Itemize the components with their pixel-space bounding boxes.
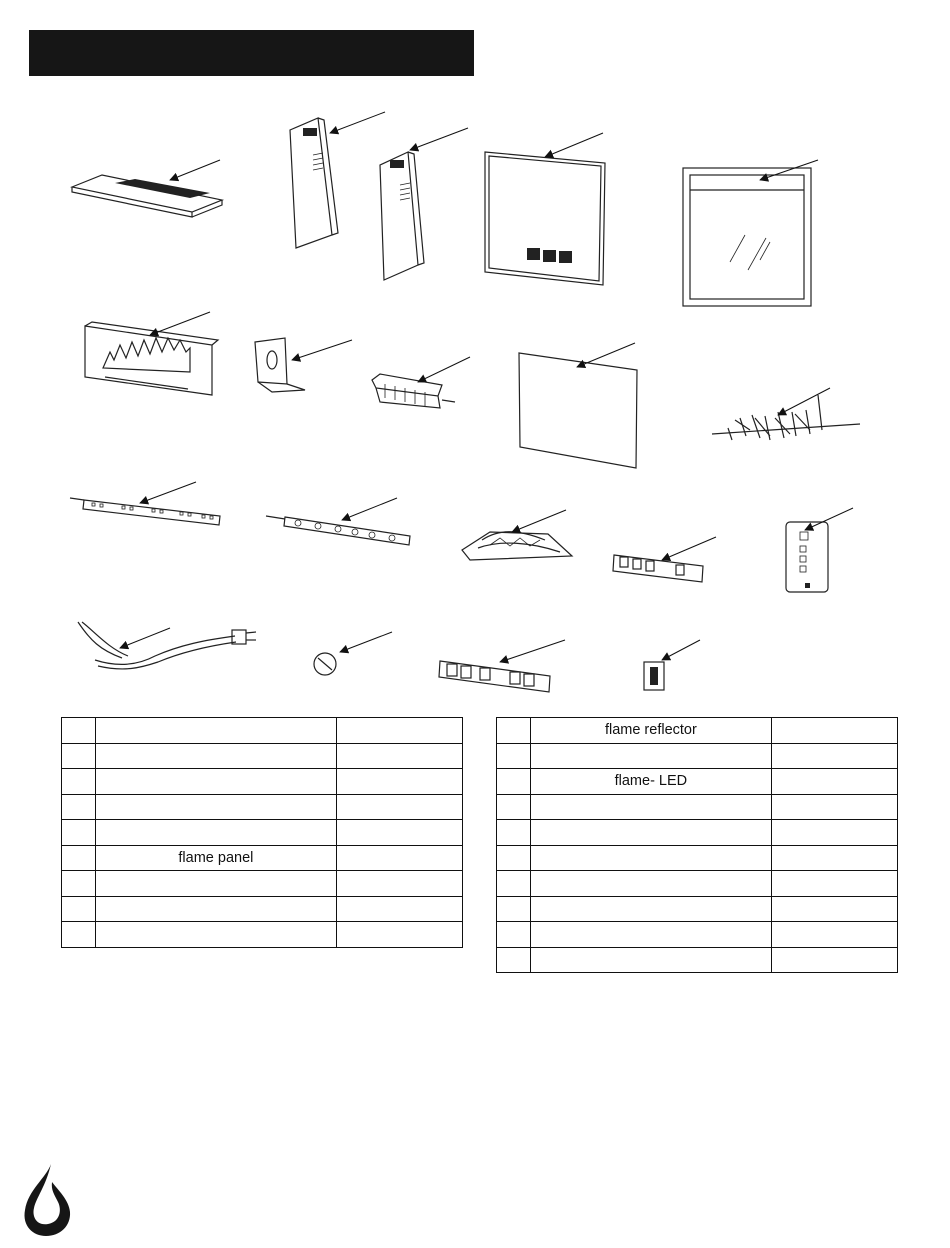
part-top-panel	[72, 160, 222, 217]
table-row	[497, 769, 898, 795]
table-row	[62, 871, 463, 897]
part-number-cell	[62, 794, 96, 820]
part-description-cell	[531, 947, 772, 973]
part-description-cell	[96, 820, 337, 846]
parts-list-table-right	[496, 717, 898, 973]
part-front-glass-frame	[683, 160, 818, 306]
part-flame-led-rotor	[712, 388, 860, 440]
part-description-cell	[96, 769, 337, 795]
part-description-cell	[531, 922, 772, 948]
part-left-side-panel	[290, 112, 385, 248]
part-description-cell	[96, 718, 337, 744]
part-number-cell	[497, 922, 531, 948]
table-row	[497, 743, 898, 769]
part-number-cell	[497, 845, 531, 871]
part-quantity-cell	[771, 845, 897, 871]
part-description-cell: flame panel	[96, 845, 337, 871]
part-control-board	[613, 537, 716, 582]
part-right-side-panel	[380, 128, 468, 280]
parts-list-table-left	[61, 717, 463, 948]
table-row	[497, 820, 898, 846]
table-row	[62, 896, 463, 922]
table-row	[62, 820, 463, 846]
part-quantity-cell	[771, 769, 897, 795]
part-number-cell	[62, 896, 96, 922]
part-description-cell	[96, 896, 337, 922]
flame-drop-icon	[18, 1160, 76, 1240]
part-number-cell	[497, 947, 531, 973]
part-quantity-cell	[336, 871, 462, 897]
part-bracket	[255, 338, 352, 392]
part-remote-control	[786, 508, 853, 592]
part-number-cell	[497, 743, 531, 769]
part-description-cell: flame- LED	[531, 769, 772, 795]
part-description-cell	[96, 871, 337, 897]
part-log-set	[462, 510, 572, 560]
part-quantity-cell	[771, 718, 897, 744]
part-heater-unit	[372, 357, 470, 408]
part-number-cell	[62, 922, 96, 948]
part-quantity-cell	[771, 947, 897, 973]
part-description-cell	[531, 794, 772, 820]
part-thermal-switch	[314, 632, 392, 675]
part-quantity-cell	[336, 922, 462, 948]
part-description-cell	[531, 871, 772, 897]
part-quantity-cell	[336, 769, 462, 795]
part-rocker-switch	[644, 640, 700, 690]
table-row	[497, 922, 898, 948]
part-power-cord	[78, 622, 256, 669]
table-row	[497, 871, 898, 897]
part-number-cell	[62, 718, 96, 744]
table-row	[497, 947, 898, 973]
part-quantity-cell	[336, 896, 462, 922]
part-quantity-cell	[771, 743, 897, 769]
part-quantity-cell	[336, 845, 462, 871]
table-row	[497, 896, 898, 922]
part-back-panel	[485, 133, 605, 285]
part-number-cell	[62, 845, 96, 871]
part-number-cell	[62, 769, 96, 795]
part-led-board-2	[266, 498, 410, 545]
table-row	[62, 743, 463, 769]
part-number-cell	[497, 820, 531, 846]
part-description-cell	[531, 820, 772, 846]
part-quantity-cell	[336, 820, 462, 846]
table-row	[497, 718, 898, 744]
part-description-cell	[96, 743, 337, 769]
part-description-cell	[531, 845, 772, 871]
table-row	[497, 845, 898, 871]
part-description-cell: flame reflector	[531, 718, 772, 744]
part-led-board-1	[70, 482, 220, 525]
table-row	[62, 794, 463, 820]
part-number-cell	[497, 871, 531, 897]
part-flame-panel	[85, 312, 218, 395]
part-number-cell	[497, 896, 531, 922]
part-switch-board	[439, 640, 565, 692]
part-quantity-cell	[771, 896, 897, 922]
part-number-cell	[62, 871, 96, 897]
part-number-cell	[62, 743, 96, 769]
part-quantity-cell	[336, 743, 462, 769]
part-quantity-cell	[771, 922, 897, 948]
part-quantity-cell	[771, 871, 897, 897]
part-description-cell	[96, 794, 337, 820]
part-description-cell	[531, 743, 772, 769]
part-number-cell	[497, 794, 531, 820]
part-number-cell	[62, 820, 96, 846]
table-row	[62, 718, 463, 744]
part-quantity-cell	[336, 718, 462, 744]
part-number-cell	[497, 769, 531, 795]
table-row	[497, 794, 898, 820]
part-number-cell	[497, 718, 531, 744]
table-row	[62, 769, 463, 795]
part-flame-reflector	[519, 343, 637, 468]
table-row	[62, 922, 463, 948]
part-quantity-cell	[771, 820, 897, 846]
part-quantity-cell	[771, 794, 897, 820]
part-description-cell	[531, 896, 772, 922]
part-description-cell	[96, 922, 337, 948]
table-row	[62, 845, 463, 871]
part-quantity-cell	[336, 794, 462, 820]
